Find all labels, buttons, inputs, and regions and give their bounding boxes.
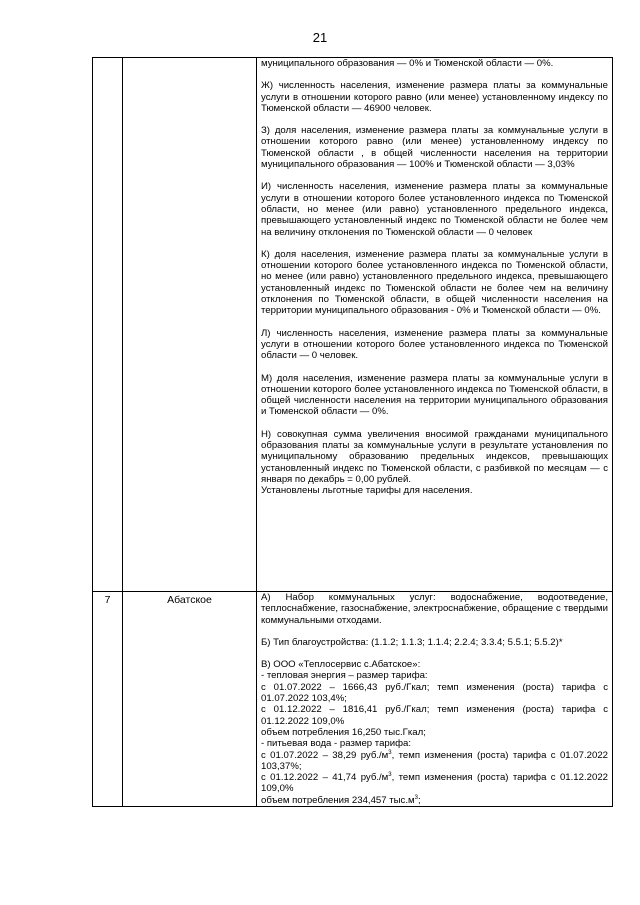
paragraph: И) численность населения, изменение размера платы за коммунальные услуги в отношении которого более установленного индекса по Тюменской области, но менее (или равно) установленного предельного индекса, превышающего установленный индекс по Тюменской области не более чем на величину отклонения по Тюменской области — 0 человек xyxy=(261,181,608,238)
page-number: 21 xyxy=(312,30,328,45)
row-number: 7 xyxy=(93,592,123,807)
water-tariff-line xyxy=(261,750,608,773)
paragraph: З) доля населения, изменение размера платы за коммунальные услуги в отношении которого равно (или менее) установленному индексу по Тюменской области , в общей численности населения на территории муниципального образования — 100% и Тюменской области — 3,03% xyxy=(261,125,608,171)
water-volume xyxy=(261,795,608,806)
superscript-3: 3 xyxy=(414,794,418,801)
heat-tariff-line: с 01.12.2022 – 1816,41 руб./Гкал; темп изменения (роста) тарифа с 01.12.2022 109,0% xyxy=(261,704,608,727)
water-tariff-value: с 01.07.2022 – 38,29 руб./м xyxy=(261,749,389,761)
row-name-cell xyxy=(123,58,257,592)
water-tariff-label: - питьевая вода - размер тарифа: xyxy=(261,738,412,750)
table-row xyxy=(93,592,613,807)
water-tariff-change: , темп изменения (роста) тарифа с 01.12.2022 109,0% xyxy=(261,772,608,795)
row-content-cell xyxy=(257,592,613,807)
water-tariff-value: с 01.12.2022 – 41,74 руб./м xyxy=(261,772,389,784)
table-row xyxy=(93,58,613,592)
paragraph: Ж) численность населения, изменение размера платы за коммунальные услуги в отношении которого равно (или менее) установленному индексу по Тюменской области — 46900 человек. xyxy=(261,80,608,114)
water-tariff-change: , темп изменения (роста) тарифа с 01.07.2022 103,37%; xyxy=(261,749,608,772)
heat-volume: объем потребления 16,250 тыс.Гкал; xyxy=(261,726,426,738)
row-number-cell xyxy=(93,58,123,592)
paragraph: Л) численность населения, изменение размера платы за коммунальные услуги в отношении которого более установленного индекса по Тюменской области — 0 человек. xyxy=(261,327,608,362)
paragraph: К) доля населения, изменение размера платы за коммунальные услуги в отношении которого более установленного индекса по Тюменской области, но менее (или равно) установленного предельного индекса, превышающего установленный индекс по Тюменской области не более чем на величину отклонения по Тюменской области, в общей численности населения на территории муниципального образования - 0% и Тюменской области — 0%. xyxy=(261,248,608,317)
water-volume-value: объем потребления 234,457 тыс.м xyxy=(261,794,415,806)
services-set: А) Набор коммунальных услуг: водоснабжение, водоотведение, теплоснабжение, газоснабжение, электроснабжение, обращение с твердыми коммунальными отходами. xyxy=(261,592,608,626)
paragraph: муниципального образования — 0% и Тюменской области — 0%. xyxy=(261,58,554,69)
provider-header: В) ООО «Теплосервис с.Абатское»: xyxy=(261,659,421,671)
water-volume-end: ; xyxy=(417,794,421,806)
heat-tariff-line: с 01.07.2022 – 1666,43 руб./Гкал; темп изменения (роста) тарифа с 01.07.2022 103,4%; xyxy=(261,681,608,705)
superscript-3: 3 xyxy=(388,749,392,756)
heat-tariff-label: - тепловая энергия – размер тарифа: xyxy=(261,670,428,682)
paragraph: М) доля населения, изменение размера платы за коммунальные услуги в отношении которого более установленного индекса по Тюменской области, в общей численности населения на территории муниципального образования и Тюменской области — 0%. xyxy=(261,372,608,418)
water-tariff-line xyxy=(261,772,608,795)
improvement-type: Б) Тип благоустройства: (1.1.2; 1.1.3; 1.1.4; 2.2.4; 3.3.4; 5.5.1; 5.5.2)* xyxy=(261,636,563,648)
document-table xyxy=(92,57,613,807)
municipality-name: Абатское xyxy=(123,592,257,807)
paragraph: Установлены льготные тарифы для населения. xyxy=(261,485,473,497)
paragraph: Н) совокупная сумма увеличения вносимой гражданами муниципального образования платы за коммунальные услуги в результате установления по муниципальному образованию предельных индексов, превышающих установленный индекс по Тюменской области, с разбивкой по месяцам — с января по декабрь = 0,00 рублей. xyxy=(261,428,608,485)
superscript-3: 3 xyxy=(388,771,392,778)
row-content-cell xyxy=(257,58,613,592)
